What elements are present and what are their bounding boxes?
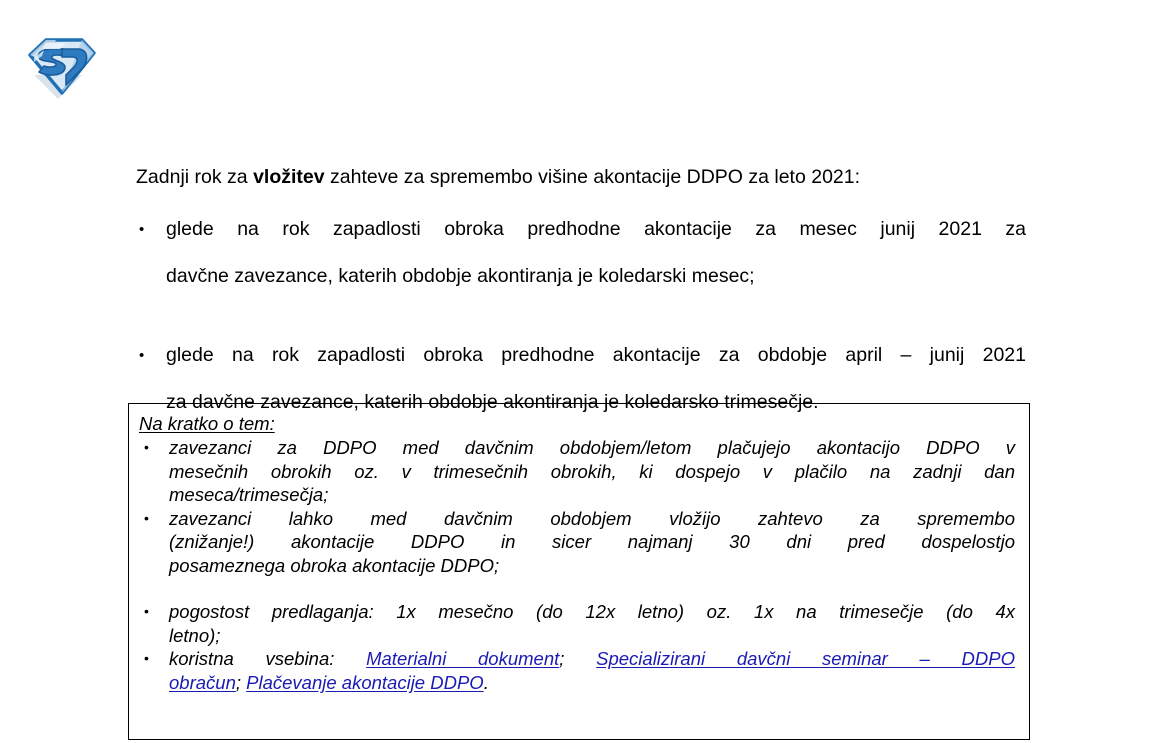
list-item xyxy=(139,436,1015,507)
list-item xyxy=(136,206,1026,300)
list-item-links xyxy=(139,647,1015,694)
bullet-line: letno); xyxy=(169,624,221,646)
heading-part-1: Zadnji rok za xyxy=(136,166,254,188)
heading-bold-word: vložitev xyxy=(253,166,325,188)
bullet-icon: • xyxy=(144,509,149,526)
link-separator: ; xyxy=(235,671,247,693)
bullet-line: mesečnih obrokih oz. v trimesečnih obrokih, ki dospejo v plačilo na zadnji dan xyxy=(169,460,1015,482)
links-label: koristna vsebina: xyxy=(169,648,367,669)
summary-box-title: Na kratko o tem: xyxy=(139,413,275,434)
link-placevanje-akontacije[interactable]: Plačevanje akontacije DDPO xyxy=(246,671,484,693)
bullet-line: zavezanci lahko med davčnim obdobjem vložijo zahtevo za spremembo xyxy=(169,507,1015,529)
bullet-line: zavezanci za DDPO med davčnim obdobjem/letom plačujejo akontacijo DDPO v xyxy=(169,437,1015,458)
link-specializirani-seminar-cont[interactable]: obračun xyxy=(169,671,236,693)
links-line-2 xyxy=(169,671,1015,695)
bullet-line: pogostost predlaganja: 1x mesečno (do 12x letno) oz. 1x na trimesečje (do 4x xyxy=(169,601,1015,622)
link-separator: ; xyxy=(559,648,597,669)
bullet-icon: • xyxy=(144,439,149,455)
summary-bullet-list xyxy=(139,436,1015,694)
bullet-line: posameznega obroka akontacije DDPO; xyxy=(169,554,500,576)
list-item xyxy=(139,507,1015,578)
bullet-line: glede na rok zapadlosti obroka predhodne akontacije za obdobje april – junij 2021 xyxy=(166,344,1026,366)
bullet-icon: • xyxy=(144,650,149,666)
links-line-1 xyxy=(169,647,1015,671)
summary-box xyxy=(128,403,1030,740)
bullet-line: glede na rok zapadlosti obroka predhodne akontacije za mesec junij 2021 za xyxy=(166,218,1026,240)
bullet-line: za davčne zavezance, katerih obdobje akontiranja je koledarsko trimesečje. xyxy=(166,391,819,413)
page-title xyxy=(136,164,1026,190)
bullet-icon: • xyxy=(139,221,145,238)
bullet-line: meseca/trimesečja; xyxy=(169,484,329,505)
bullet-line: (znižanje!) akontacije DDPO in sicer najmanj 30 dni pred dospelostjo xyxy=(169,531,1015,552)
heading-part-2: zahteve za spremembo višine akontacije DDPO za leto 2021: xyxy=(324,166,861,188)
link-terminator: . xyxy=(483,671,489,693)
bullet-icon: • xyxy=(144,603,149,619)
sd-diamond-logo-icon xyxy=(22,31,102,101)
link-specializirani-seminar[interactable]: Specializirani davčni seminar – DDPO xyxy=(596,648,1015,669)
bullet-line: davčne zavezance, katerih obdobje akontiranja je koledarski mesec; xyxy=(166,265,755,287)
deadline-bullet-list xyxy=(136,206,1026,426)
brand-logo xyxy=(22,31,102,101)
bullet-icon: • xyxy=(139,347,145,364)
link-materialni-dokument[interactable]: Materialni dokument xyxy=(366,648,560,669)
list-item xyxy=(139,600,1015,647)
